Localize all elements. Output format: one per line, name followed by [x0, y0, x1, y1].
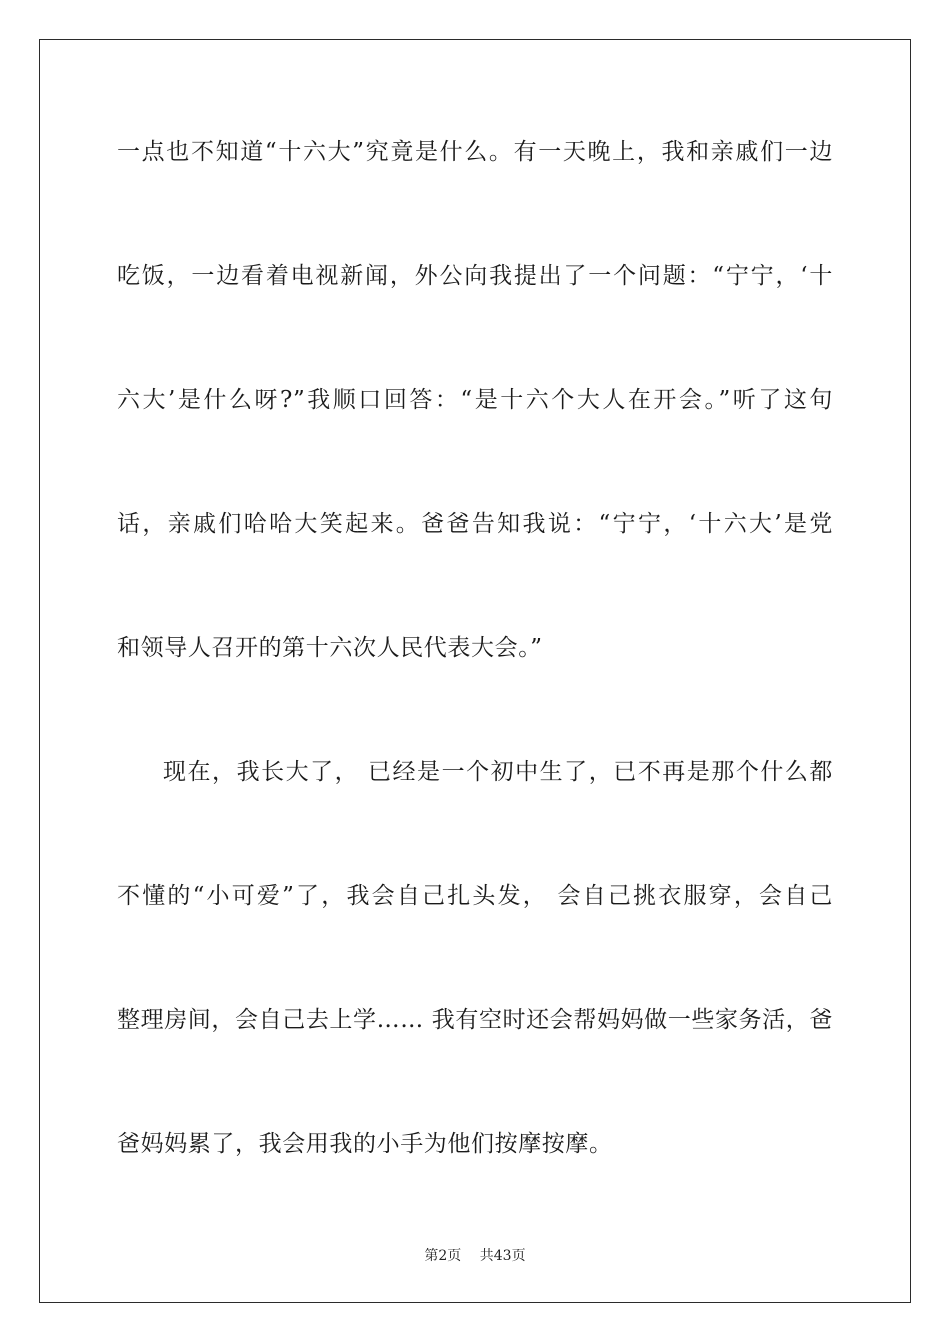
text-line: 一点也不知道“十六大”究竟是什么。有一天晚上，我和亲戚们一边: [117, 139, 833, 165]
page-number: 第2页: [424, 1248, 462, 1264]
text-line: 爸妈妈累了，我会用我的小手为他们按摩按摩。: [117, 1131, 613, 1157]
page-footer: [0, 1247, 950, 1265]
text-line: 六大’是什么呀?”我顺口回答：“是十六个大人在开会。”听了这句: [117, 387, 833, 413]
text-line: 不懂的“小可爱”了，我会自己扎头发， 会自己挑衣服穿，会自己: [117, 883, 833, 909]
text-line: 整理房间，会自己去上学…… 我有空时还会帮妈妈做一些家务活，爸: [117, 1007, 833, 1033]
text-line-paragraph-start: 现在，我长大了， 已经是一个初中生了，已不再是那个什么都: [163, 759, 833, 785]
page-total: 共43页: [479, 1248, 526, 1264]
text-line: 和领导人召开的第十六次人民代表大会。”: [117, 635, 543, 661]
text-line: 吃饭，一边看着电视新闻，外公向我提出了一个问题：“宁宁，‘十: [117, 263, 833, 289]
page-border: [39, 39, 911, 1303]
text-line: 话，亲戚们哈哈大笑起来。爸爸告知我说：“宁宁，‘十六大’是党: [117, 511, 833, 537]
